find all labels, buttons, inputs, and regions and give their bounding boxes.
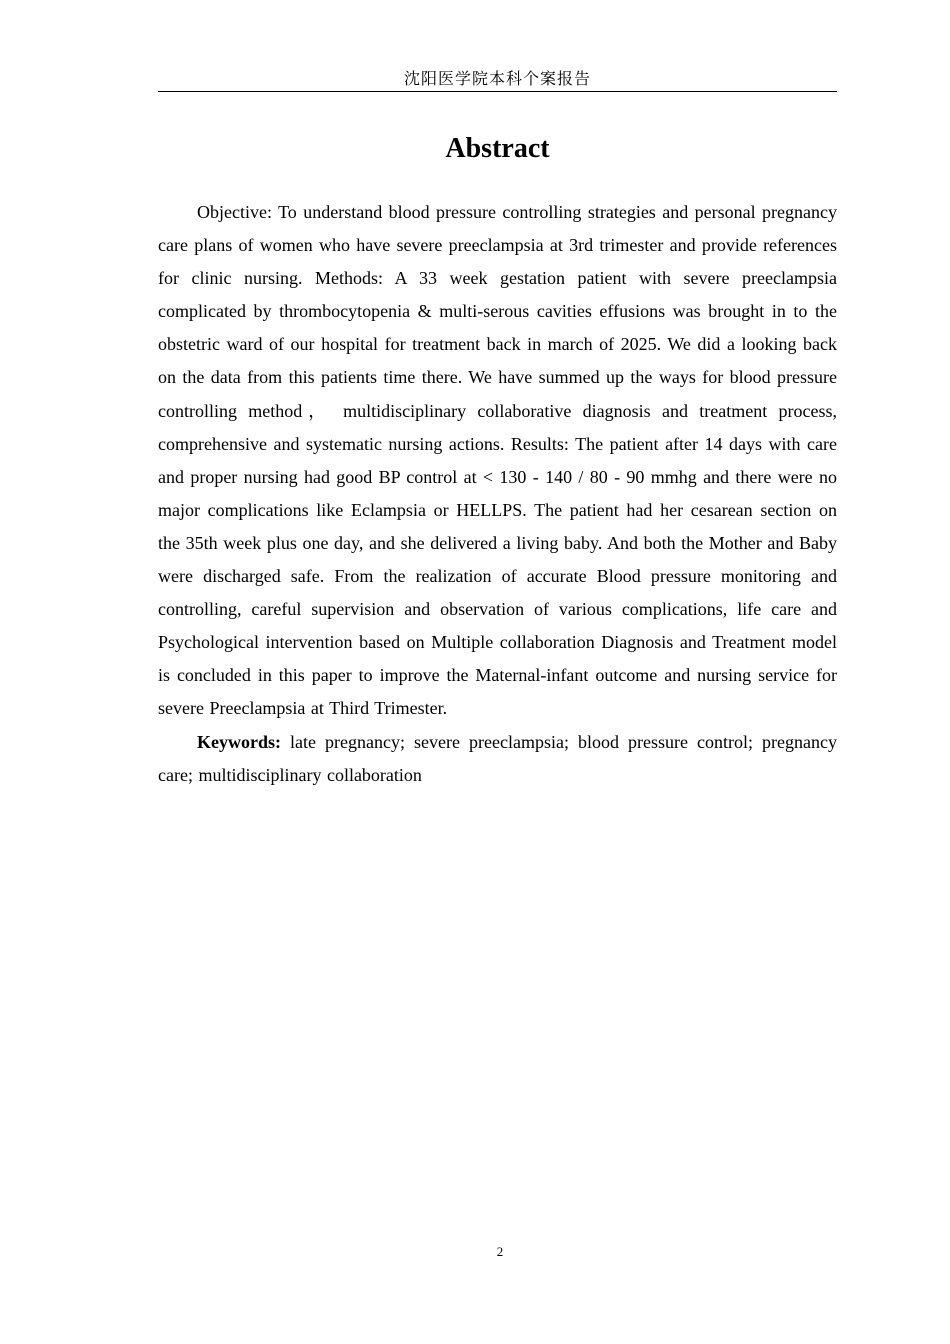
abstract-body [158, 196, 837, 792]
keywords-label: Keywords: [197, 731, 281, 752]
abstract-paragraph: Objective: To understand blood pressure controlling strategies and personal pregnancy care plans of women who have severe preeclampsia at 3rd trimester and provide references for clinic nursing. Methods: A 33 week gestation patient with severe preeclampsia complicated by thrombocytopenia & multi-serous cavities effusions was brought in to the obstetric ward of our hospital for treatment back in march of 2025. We did a looking back on the data from this patients time there. We have summed up the ways for blood pressure controlling method， multidisciplinary collaborative diagnosis and treatment process, comprehensive and systematic nursing actions. Results: The patient after 14 days with care and proper nursing had good BP control at < 130 - 140 / 80 - 90 mmhg and there were no major complications like Eclampsia or HELLPS. The patient had her cesarean section on the 35th week plus one day, and she delivered a living baby. And both the Mother and Baby were discharged safe. From the realization of accurate Blood pressure monitoring and controlling, careful supervision and observation of various complications, life care and Psychological intervention based on Multiple collaboration Diagnosis and Treatment model is concluded in this paper to improve the Maternal-infant outcome and nursing service for severe Preeclampsia at Third Trimester. [158, 202, 837, 719]
keywords-text: late pregnancy; severe preeclampsia; blood pressure control; pregnancy care; multidisciplinary collaboration [158, 731, 837, 785]
page-number: 2 [496, 1244, 504, 1259]
running-header: 沈阳医学院本科个案报告 [403, 69, 591, 88]
header-rule [158, 91, 837, 92]
abstract-title: Abstract [445, 133, 550, 164]
keywords-paragraph [158, 726, 837, 792]
